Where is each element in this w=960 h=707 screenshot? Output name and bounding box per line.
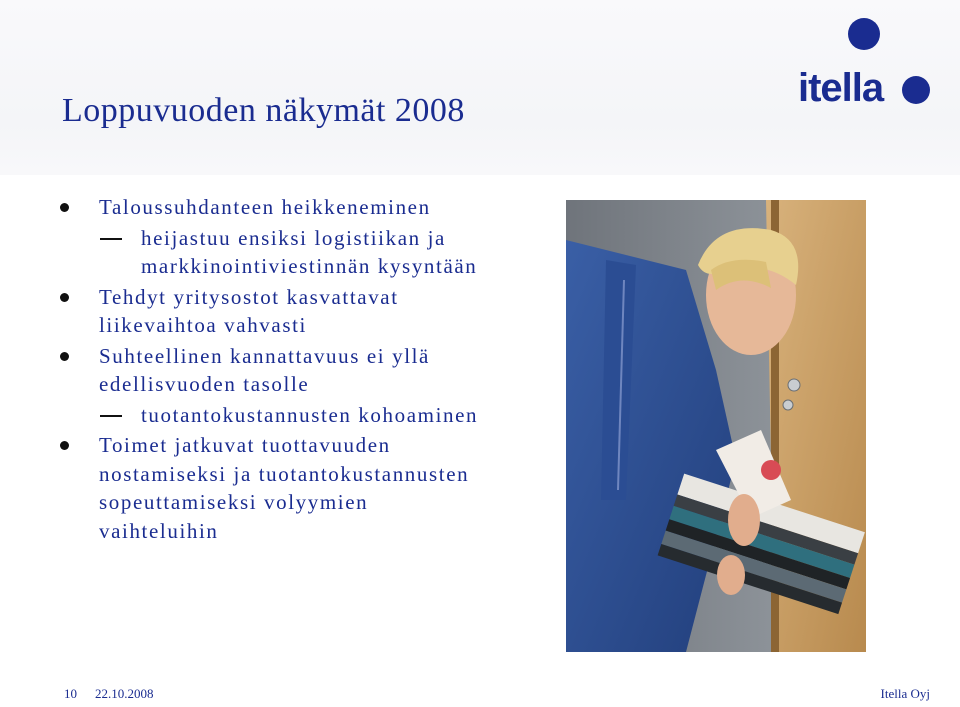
organization-name: Itella Oyj — [880, 686, 930, 701]
logo-dot-side — [902, 76, 930, 104]
bullet-text: Taloussuhdanteen heikkeneminen — [99, 195, 431, 219]
dash-marker — [100, 415, 122, 417]
bullet-dot — [60, 441, 69, 450]
bullet-dot — [60, 293, 69, 302]
bullet-dot — [60, 203, 69, 212]
dash-marker — [100, 238, 122, 240]
logo-text: itella — [798, 66, 884, 110]
bullet-text: Toimet jatkuvat tuottavuuden nostamiseksi ja tuotantokustannusten sopeuttamiseksi volyymien vaihteluihin — [99, 433, 470, 543]
bullet-item — [60, 283, 480, 340]
page-number: 10 — [64, 686, 77, 701]
slide-title: Loppuvuoden näkymät 2008 — [62, 92, 465, 129]
logo-dot-top — [848, 18, 880, 50]
bullet-text: Tehdyt yritysostot kasvattavat liikevaihtoa vahvasti — [99, 284, 399, 337]
bullet-item — [60, 193, 480, 222]
postal-worker-photo — [566, 200, 866, 652]
bullet-list — [60, 193, 480, 547]
itella-logo — [798, 18, 948, 108]
bullet-item — [60, 342, 480, 399]
sub-bullet-text: heijastuu ensiksi logistiikan ja markkinointiviestinnän kysyntään — [141, 225, 478, 278]
bullet-dot — [60, 352, 69, 361]
slide-date: 22.10.2008 — [95, 686, 154, 701]
bullet-item — [60, 431, 480, 545]
sub-bullet-text: tuotantokustannusten kohoaminen — [141, 402, 479, 427]
bullet-text: Suhteellinen kannattavuus ei yllä edellisvuoden tasolle — [99, 343, 430, 396]
sub-bullet-item — [60, 224, 480, 281]
sub-bullet-item — [60, 401, 480, 430]
